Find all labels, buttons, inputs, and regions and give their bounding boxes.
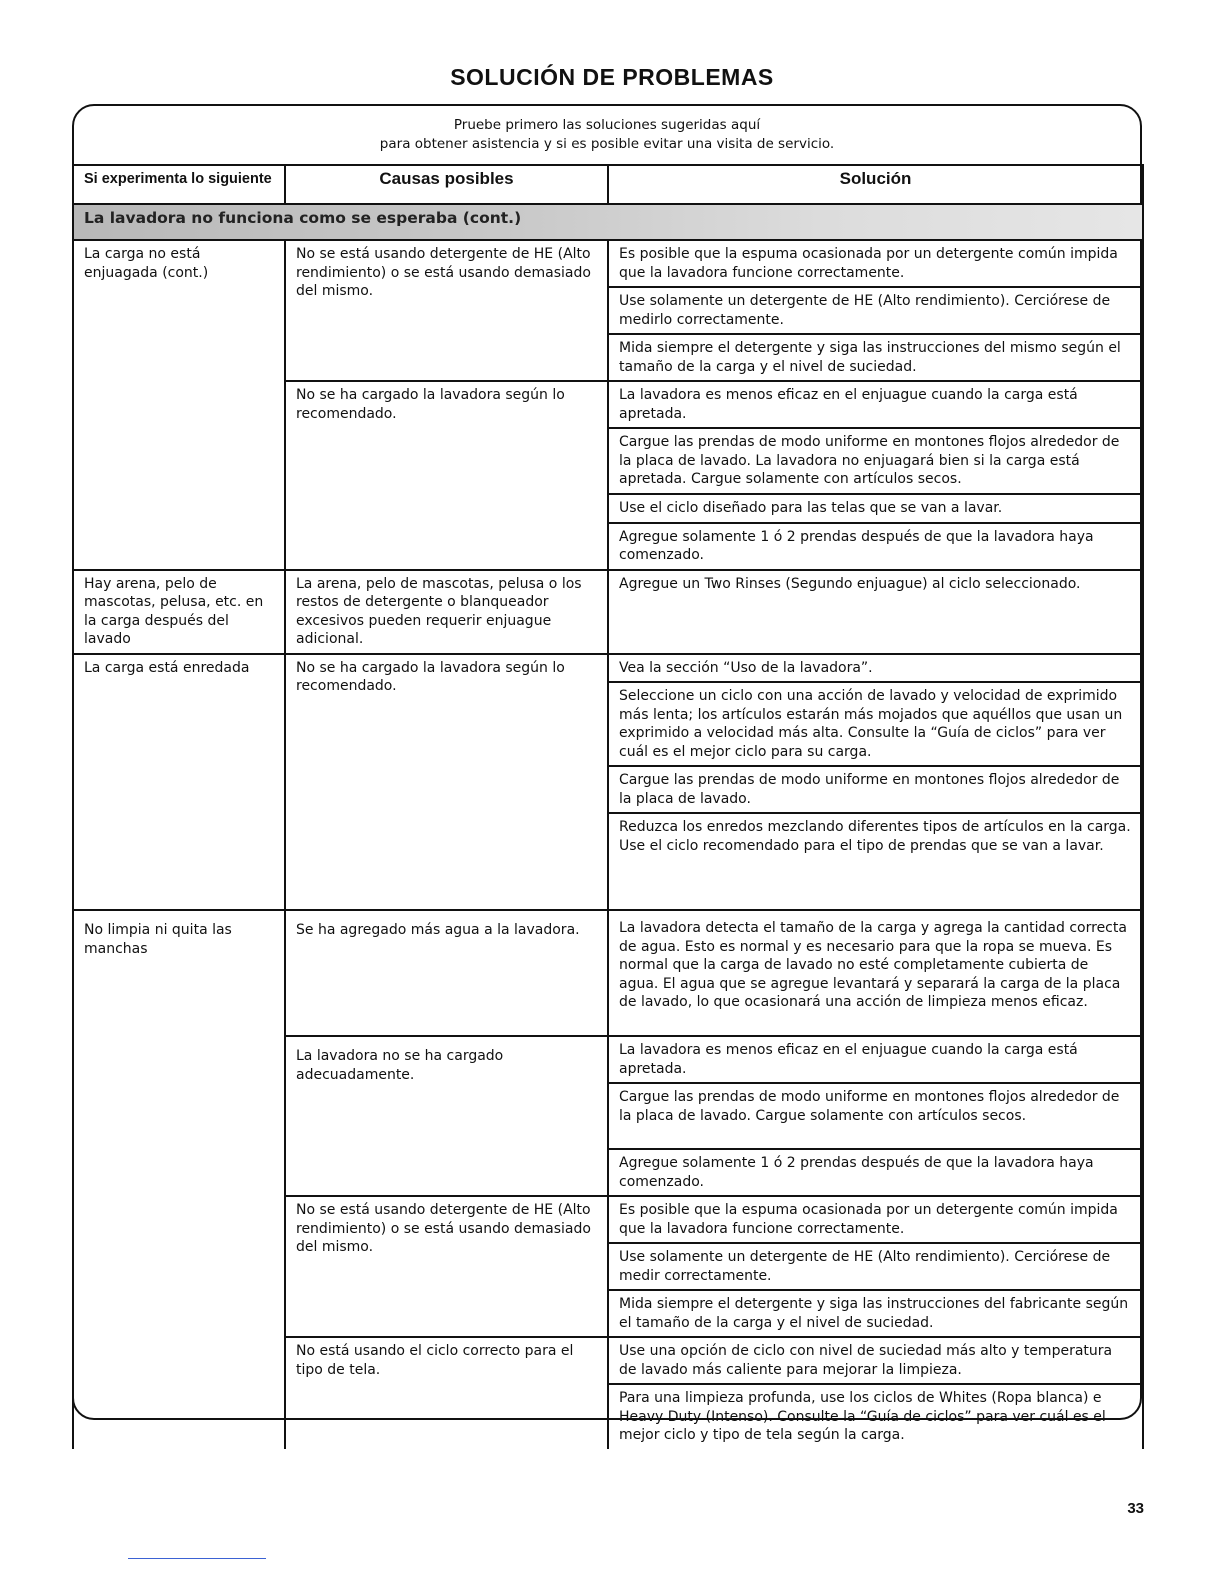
symptom-cell: La carga está enredada: [73, 654, 285, 911]
table-row: [73, 570, 1143, 654]
solution-cell: Agregue un Two Rinses (Segundo enjuague) al ciclo seleccionado.: [608, 570, 1143, 654]
intro-text: [74, 116, 1140, 154]
solution-cell: Seleccione un ciclo con una acción de lavado y velocidad de exprimido más lenta; los artículos estarán más mojados que aquéllos que usan un exprimido a velocidad más alta. Consulte la “Guía de ciclos” para ver cuál es el mejor ciclo para su carga.: [608, 682, 1143, 766]
header-causes: Causas posibles: [285, 165, 608, 204]
cause-cell: La lavadora no se ha cargado adecuadamente.: [285, 1036, 608, 1196]
solution-cell: Cargue las prendas de modo uniforme en montones flojos alrededor de la placa de lavado. La lavadora no enjuagará bien si la carga está apretada. Cargue solamente con artículos secos.: [608, 428, 1143, 494]
solution-cell: Mida siempre el detergente y siga las instrucciones del fabricante según el tamaño de la carga y el nivel de suciedad.: [608, 1290, 1143, 1337]
solution-cell: Use una opción de ciclo con nivel de suciedad más alto y temperatura de lavado más caliente para mejorar la limpieza.: [608, 1337, 1143, 1384]
solution-cell: Para una limpieza profunda, use los ciclos de Whites (Ropa blanca) e Heavy Duty (Intenso). Consulte la “Guía de ciclos” para ver cuál es el mejor ciclo y tipo de tela según la carga.: [608, 1384, 1143, 1449]
header-symptom: Si experimenta lo siguiente: [73, 165, 285, 204]
solution-cell: Mida siempre el detergente y siga las instrucciones del mismo según el tamaño de la carga y el nivel de suciedad.: [608, 334, 1143, 381]
solution-cell: Vea la sección “Uso de la lavadora”.: [608, 654, 1143, 683]
cause-cell: No se ha cargado la lavadora según lo recomendado.: [285, 654, 608, 911]
solution-cell: Agregue solamente 1 ó 2 prendas después de que la lavadora haya comenzado.: [608, 1149, 1143, 1196]
table-row: [73, 910, 1143, 1036]
solution-cell: Cargue las prendas de modo uniforme en montones flojos alrededor de la placa de lavado. Cargue solamente con artículos secos.: [608, 1083, 1143, 1149]
troubleshooting-table: [72, 164, 1144, 1449]
table-row: [73, 240, 1143, 287]
solution-cell: Agregue solamente 1 ó 2 prendas después de que la lavadora haya comenzado.: [608, 523, 1143, 570]
intro-line-1: Pruebe primero las soluciones sugeridas aquí: [453, 117, 761, 133]
symptom-cell: Hay arena, pelo de mascotas, pelusa, etc. en la carga después del lavado: [73, 570, 285, 654]
solution-cell: Es posible que la espuma ocasionada por un detergente común impida que la lavadora funcione correctamente.: [608, 240, 1143, 287]
cause-cell: No está usando el ciclo correcto para el tipo de tela.: [285, 1337, 608, 1449]
intro-line-2: para obtener asistencia y si es posible evitar una visita de servicio.: [379, 136, 835, 152]
cause-cell: No se ha cargado la lavadora según lo recomendado.: [285, 381, 608, 570]
section-row: [73, 204, 1143, 240]
solution-cell: Use solamente un detergente de HE (Alto rendimiento). Cerciórese de medirlo correctamente.: [608, 287, 1143, 334]
cause-cell: Se ha agregado más agua a la lavadora.: [285, 910, 608, 1036]
solution-cell: Use el ciclo diseñado para las telas que se van a lavar.: [608, 494, 1143, 523]
solution-cell: Cargue las prendas de modo uniforme en montones flojos alrededor de la placa de lavado.: [608, 766, 1143, 813]
page-title: SOLUCIÓN DE PROBLEMAS: [450, 64, 774, 90]
solution-cell: Use solamente un detergente de HE (Alto rendimiento). Cerciórese de medir correctamente.: [608, 1243, 1143, 1290]
solution-cell: Es posible que la espuma ocasionada por un detergente común impida que la lavadora funcione correctamente.: [608, 1196, 1143, 1243]
symptom-cell: La carga no está enjuagada (cont.): [73, 240, 285, 570]
solution-cell: Reduzca los enredos mezclando diferentes tipos de artículos en la carga. Use el ciclo recomendado para el tipo de prendas que se van a lavar.: [608, 813, 1143, 910]
cause-cell: No se está usando detergente de HE (Alto rendimiento) o se está usando demasiado del mismo.: [285, 1196, 608, 1337]
header-solution: Solución: [608, 165, 1143, 204]
symptom-cell: No limpia ni quita las manchas: [73, 910, 285, 1449]
table-row: [73, 654, 1143, 683]
header-row: [73, 165, 1143, 204]
solution-cell: La lavadora detecta el tamaño de la carga y agrega la cantidad correcta de agua. Esto es normal y es necesario para que la ropa se mueva. Es normal que la carga de lavado no esté completamente cubierta de agua. El agua que se agregue levantará y separará la carga de la placa de lavado, lo que ocasionará una acción de limpieza menos eficaz.: [608, 910, 1143, 1036]
cause-cell: La arena, pelo de mascotas, pelusa o los restos de detergente o blanqueador excesivos pueden requerir enjuague adicional.: [285, 570, 608, 654]
footer-rule: [128, 1558, 266, 1559]
cause-cell: No se está usando detergente de HE (Alto rendimiento) o se está usando demasiado del mismo.: [285, 240, 608, 381]
page-number: 33: [1127, 1500, 1144, 1517]
solution-cell: La lavadora es menos eficaz en el enjuague cuando la carga está apretada.: [608, 1036, 1143, 1083]
section-title: La lavadora no funciona como se esperaba (cont.): [73, 204, 1143, 240]
solution-cell: La lavadora es menos eficaz en el enjuague cuando la carga está apretada.: [608, 381, 1143, 428]
